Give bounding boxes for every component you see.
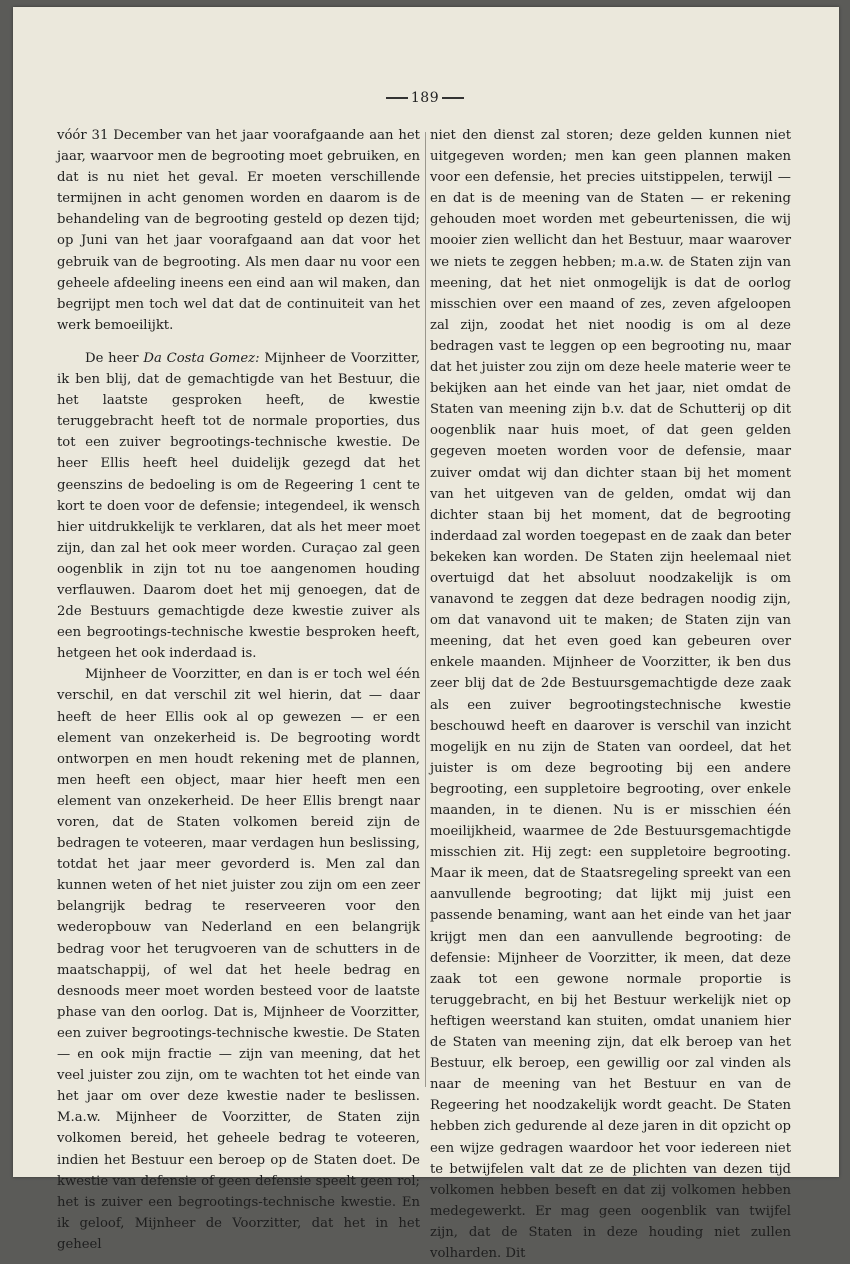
page-number: 189 [0,90,850,106]
speaker-prefix: De heer [85,350,144,366]
paragraph: niet den dienst zal storen; deze gelden kunnen niet uitgegeven worden; men kan geen plannen maken voor een defensie, het precies uitstippelen, terwijl — en dat is de meening van de Staten — er rekening gehouden moet worden met gebeurtenissen, die wij mooier zien wellicht dan het Bestuur, maar waarover we niets te zeggen hebben; m.a.w. de Staten zijn van meening, dat het niet onmogelijk is dat de oorlog misschien over een maand of zes, zeven afgeloopen zal zijn, zoodat het niet noodig is om al deze bedragen vast te leggen op een begrooting nu, maar dat het juister zou zijn om deze heele materie weer te bekijken aan het einde van het jaar, niet omdat de Staten van meening zijn b.v. dat de Schutterij op dit oogenblik naar huis moet, of dat geen gelden gegeven moeten worden voor de defensie, maar zuiver omdat wij dan dichter staan bij het moment van het uitgeven van de gelden, omdat wij dan dichter staan bij het moment, dat de begrooting inderdaad zal worden toegepast en de zaak dan beter bekeken kan worden. De Staten zijn heelemaal niet overtuigd dat het absoluut noodzakelijk is om vanavond te zeggen dat deze bedragen noodig zijn, om dat vanavond uit te maken; de Staten zijn van meening, dat het even goed kan gebeuren over enkele maanden. Mijnheer de Voorzitter, ik ben dus zeer blij dat de 2de Bestuursgemachtigde deze zaak als een zuiver begrootingstechnische kwestie beschouwd heeft en daarover is verschil van inzicht mogelijk en nu zijn de Staten van oordeel, dat het juister is om deze begrooting bij een andere begrooting, een suppletoire begrooting, over enkele maanden, in te dienen. Nu is er misschien één moeilijkheid, waarmee de 2de Bestuursgemachtigde misschien zit. Hij zegt: een suppletoire begrooting. Maar ik meen, dat de Staatsregeling spreekt van een aanvullende begrooting; dat lijkt mij juist een passende benaming, want aan het einde van het jaar krijgt men dan een aanvullende begrooting: de defensie: Mijnheer de Voorzitter, ik meen, dat deze zaak tot een gewone normale proportie is teruggebracht, en bij het Bestuur werkelijk niet op heftigen weerstand kan stuiten, omdat unaniem hier de Staten van meening zijn, dat elk beroep van het Bestuur, elk beroep, een gewillig oor zal vinden als naar de meening van het Bestuur en van de Regeering het noodzakelijk wordt geacht. De Staten hebben zich gedurende al deze jaren in dit opzicht op een wijze gedragen waardoor het voor iedereen niet te betwijfelen valt dat ze de plichten van dezen tijd volkomen hebben beseft en dat zij volkomen hebben medegewerkt. Er mag geen oogenblik van twijfel zijn, dat de Staten in deze houding niet zullen volharden. Dit [430,128,791,1261]
column-divider [425,132,426,1087]
right-column [430,125,791,1264]
left-column [57,125,420,1255]
speaker-name: Da Costa Gomez: [143,350,260,366]
speech-text: Mijnheer de Voorzitter, ik ben blij, dat de gemachtigde van het Bestuur, die het laatste gesproken heeft, de kwestie teruggebracht heeft tot de normale proporties, dus tot een zuiver begrootings-technische kwestie. De heer Ellis heeft heel duidelijk gezegd dat het geenszins de bedoeling is om de Regeering 1 cent te kort te doen voor de defensie; integendeel, ik wensch hier uitdrukkelijk te verklaren, dat als het meer moet zijn, dan zal het ook meer worden. Curaçao zal geen oogenblik in zijn tot nu toe aangenomen houding verflauwen. Daarom doet het mij genoegen, dat de 2de Bestuurs gemachtigde deze kwestie zuiver als een begrootings-technische kwestie besproken heeft, hetgeen het ook inderdaad is. [57,350,421,662]
paragraph [57,348,420,664]
paragraph: Mijnheer de Voorzitter, en dan is er toch wel één verschil, en dat verschil zit wel hierin, dat — daar heeft de heer Ellis ook al op gewezen — er een element van onzekerheid is. De begrooting wordt ontworpen en men houdt rekening met de plannen, men heeft een object, maar hier heeft men een element van onzekerheid. De heer Ellis brengt naar voren, dat de Staten volkomen bereid zijn de bedragen te voteeren, maar verdagen hun beslissing, totdat het jaar meer gevorderd is. Men zal dan kunnen weten of het niet juister zou zijn om een zeer belangrijk bedrag te reserveeren voor den wederopbouw van Nederland en een belangrijk bedrag voor het terugvoeren van de schutters in de maatschappij, of wel dat het heele bedrag en desnoods meer moet worden besteed voor de laatste phase van den oorlog. Dat is, Mijnheer de Voorzitter, een zuiver begrootings-technische kwestie. De Staten — en ook mijn fractie — zijn van meening, dat het veel juister zou zijn, om te wachten tot het einde van het jaar om over deze kwestie nader te beslissen. M.a.w. Mijnheer de Voorzitter, de Staten zijn volkomen bereid, het geheele bedrag te voteeren, indien het Bestuur een beroep op de Staten doet. De kwestie van defensie of geen defensie speelt geen rol; het is zuiver een begrootings-technische kwestie. En ik geloof, Mijnheer de Voorzitter, dat het in het geheel [57,667,420,1252]
paragraph: vóór 31 December van het jaar voorafgaande aan het jaar, waarvoor men de begrooting moet gebruiken, en dat is nu niet het geval. Er moeten verschillende termijnen in acht genomen worden en daarom is de behandeling van de begrooting gesteld op dezen tijd; op Juni van het jaar voorafgaand aan dat voor het gebruik van de begrooting. Als men daar nu voor een geheele afdeeling ineens een eind aan wil maken, dan begrijpt men toch wel dat dat de continuiteit van het werk bemoeilijkt. [57,128,420,333]
